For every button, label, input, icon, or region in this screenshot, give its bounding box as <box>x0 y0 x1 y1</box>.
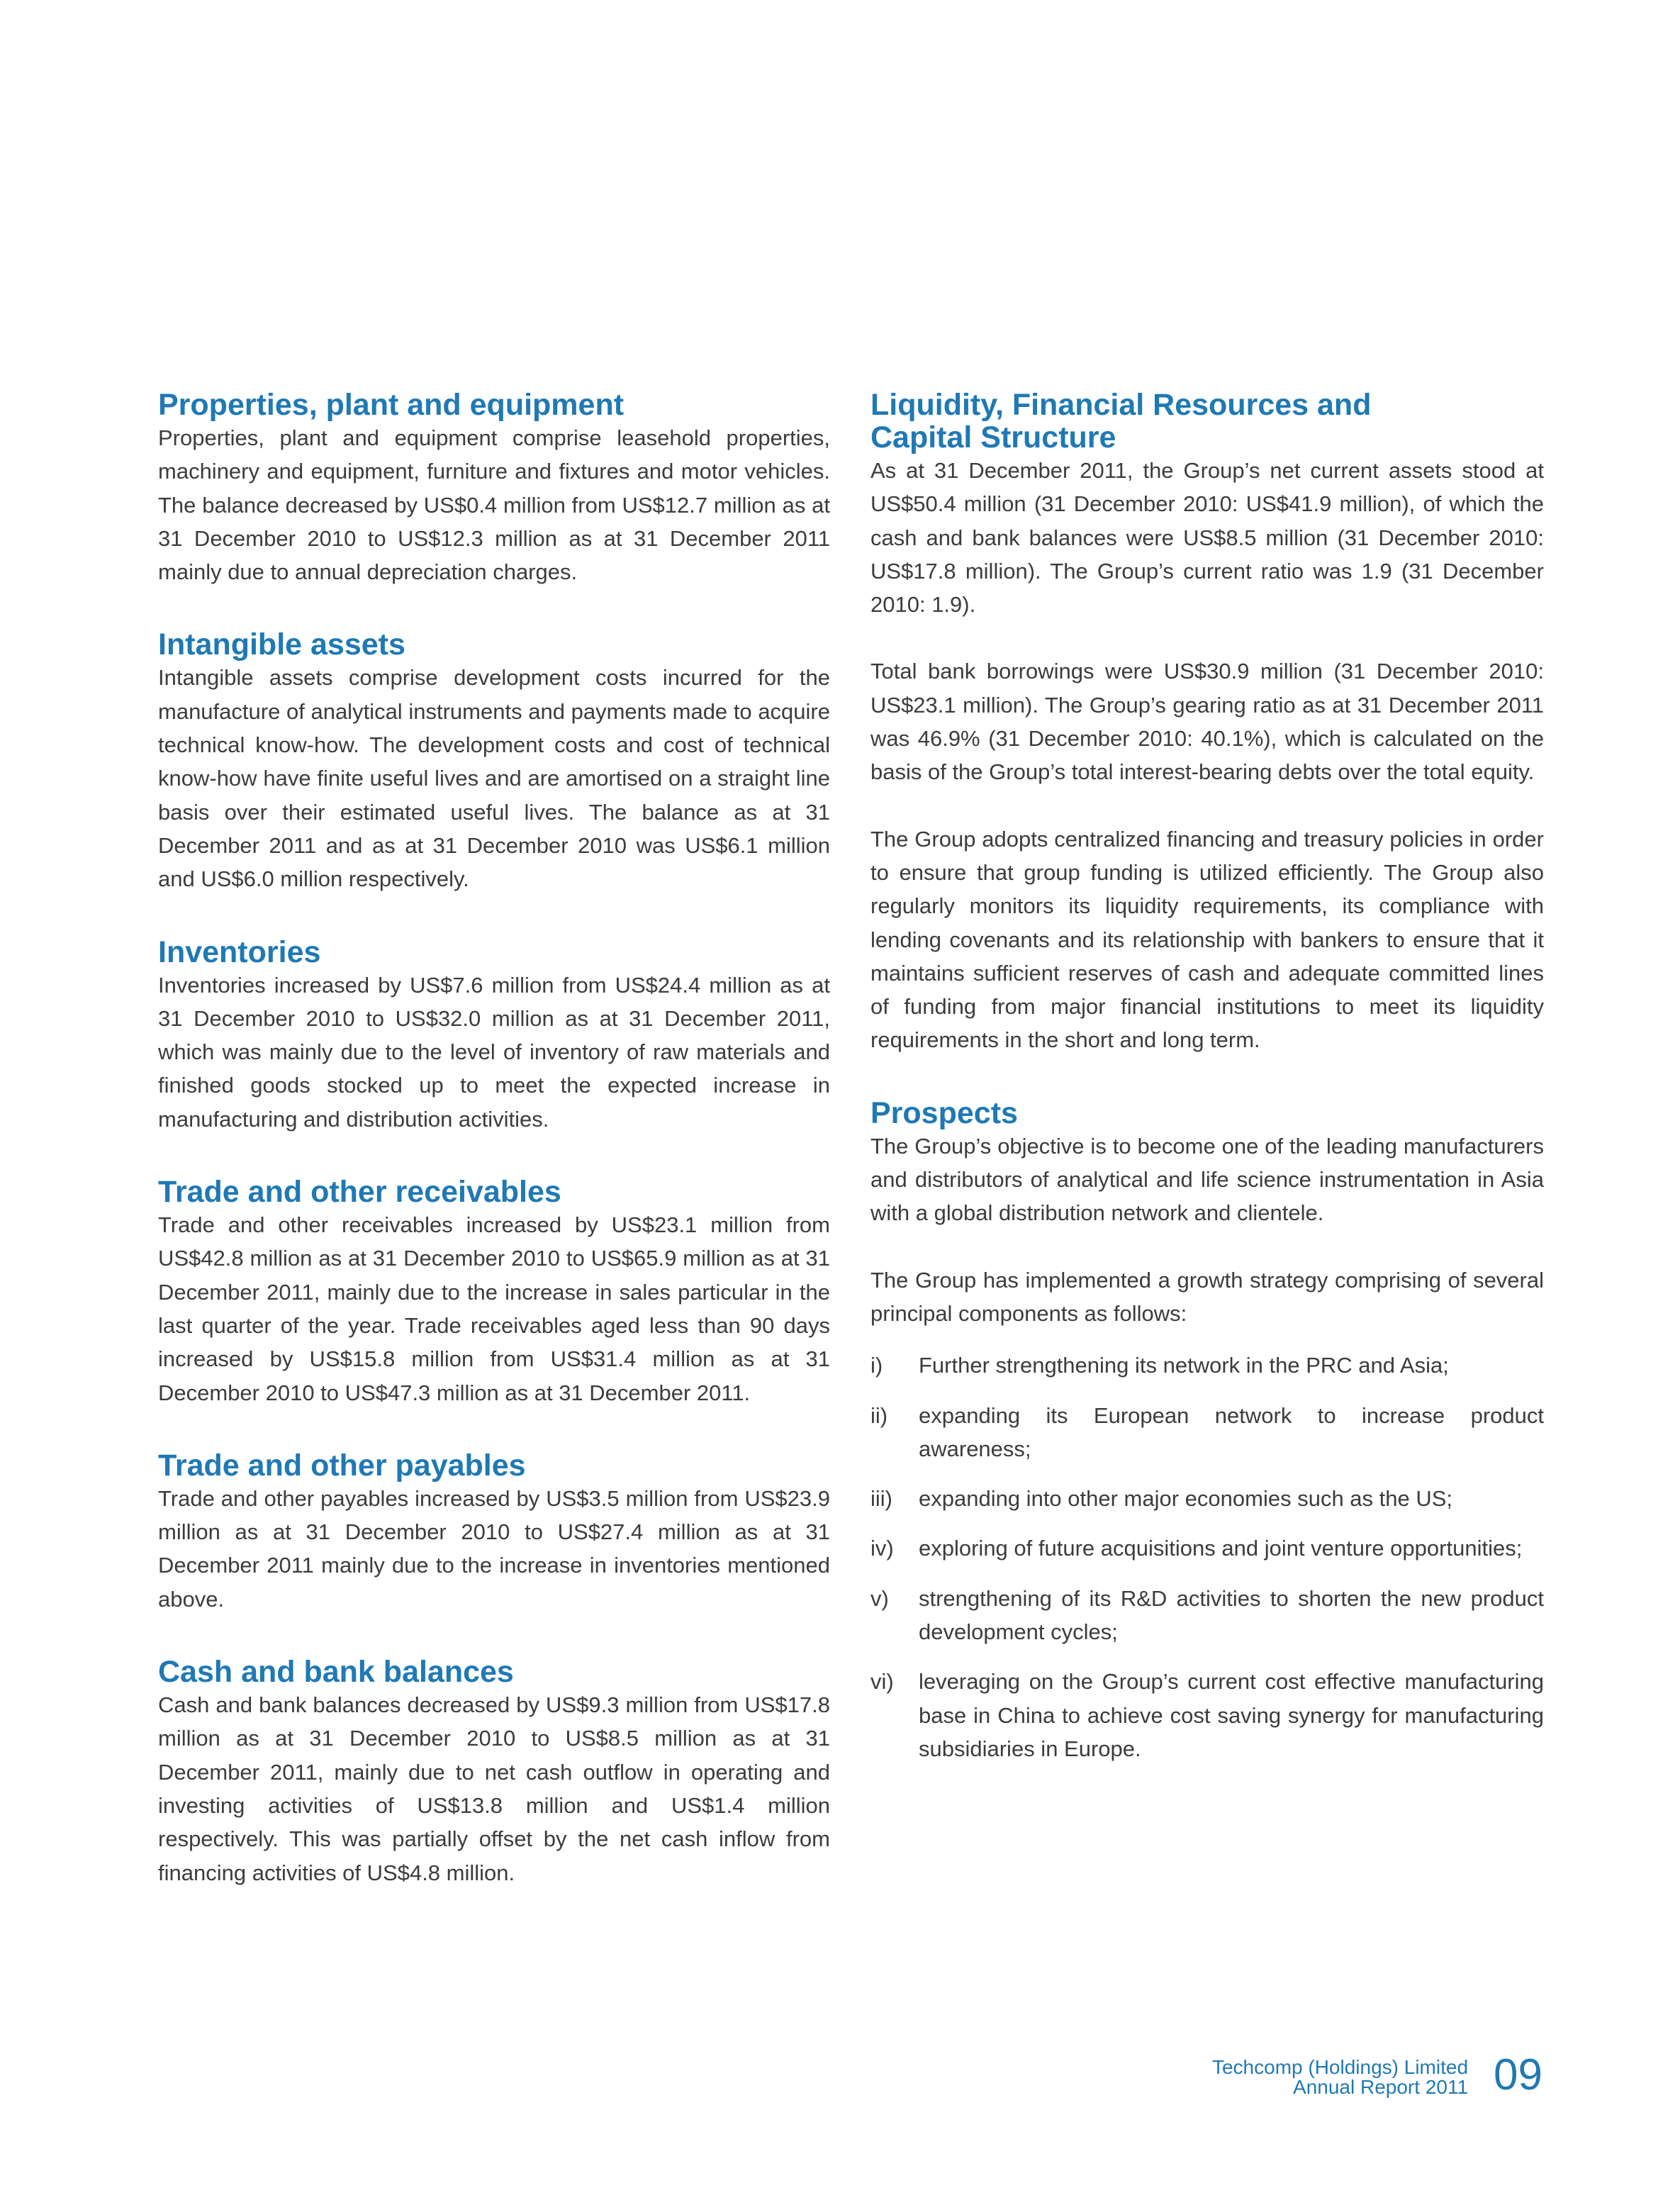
list-item-number: iii) <box>870 1486 892 1512</box>
section-cash-bank <box>158 1656 830 1890</box>
list-item <box>870 1665 1544 1765</box>
body-trade-payables: Trade and other payables increased by US$3.5 million from US$23.9 million as at 31 December 2010 to US$27.4 million as at 31 December 2011 mainly due to the increase in inventories mentioned above. <box>158 1485 830 1612</box>
left-column <box>158 389 830 1890</box>
body-prospects-2: The Group has implemented a growth strategy comprising of several principal components as follows: <box>870 1267 1544 1326</box>
list-item-text: Further strengthening its network in the PRC and Asia; <box>919 1353 1449 1378</box>
body-liquidity-1: As at 31 December 2011, the Group’s net current assets stood at US$50.4 million (31 December 2010: US$41.9 million), of which the cash and bank balances were US$8.5 million (31 December 2010: US$17.8 million). The Group’s current ratio was 1.9 (31 December 2010: 1.9). <box>870 458 1544 618</box>
list-item-number: iv) <box>870 1536 894 1561</box>
section-properties <box>158 389 830 588</box>
list-item-number: vi) <box>870 1669 894 1695</box>
heading-trade-receivables: Trade and other receivables <box>158 1175 561 1210</box>
list-item-number: i) <box>870 1353 883 1378</box>
heading-properties: Properties, plant and equipment <box>158 388 625 422</box>
body-intangible-assets: Intangible assets comprise development costs incurred for the manufacture of analytical instruments and payments made to acquire technical know-how. The development costs and cost of technical know-how have finite useful lives and are amortised on a straight line basis over their estimated useful lives. The balance as at 31 December 2011 and as at 31 December 2010 was US$6.1 million and US$6.0 million respectively. <box>158 665 830 892</box>
section-trade-payables <box>158 1449 830 1616</box>
section-inventories <box>158 936 830 1136</box>
page-number: 09 <box>1494 2050 1542 2099</box>
right-column <box>870 389 1544 1782</box>
heading-liquidity <box>870 389 1544 454</box>
list-item <box>870 1582 1544 1649</box>
list-item-number: ii) <box>870 1402 888 1428</box>
list-item <box>870 1531 1544 1565</box>
body-liquidity-2: Total bank borrowings were US$30.9 million (31 December 2010: US$23.1 million). The Group’s gearing ratio as at 31 December 2011 was 46.9% (31 December 2010: 40.1%), which is calculated on the basis of the Group’s total interest-bearing debts over the total equity. <box>870 659 1544 785</box>
list-item-text: expanding its European network to increase product awareness; <box>919 1402 1544 1461</box>
list-item-text: exploring of future acquisitions and joint venture opportunities; <box>919 1536 1523 1561</box>
body-liquidity-3: The Group adopts centralized financing and treasury policies in order to ensure that group funding is utilized efficiently. The Group also regularly monitors its liquidity requirements, its compliance with lending covenants and its relationship with bankers to ensure that it maintains sufficient reserves of cash and adequate committed lines of funding from major financial institutions to meet its liquidity requirements in the short and long term. <box>870 826 1544 1053</box>
heading-intangible-assets: Intangible assets <box>158 627 405 662</box>
section-trade-receivables <box>158 1176 830 1410</box>
body-trade-receivables: Trade and other receivables increased by US$23.1 million from US$42.8 million as at 31 December 2010 to US$65.9 million as at 31 December 2011, mainly due to the increase in sales particular in the last quarter of the year. Trade receivables aged less than 90 days increased by US$15.8 million from US$31.4 million as at 31 December 2010 to US$47.3 million as at 31 December 2011. <box>158 1212 830 1405</box>
list-item-text: expanding into other major economies such as the US; <box>919 1486 1453 1512</box>
footer-report-info <box>1212 2058 1468 2097</box>
list-item <box>870 1349 1544 1382</box>
heading-liquidity-line2: Capital Structure <box>870 420 1116 454</box>
heading-trade-payables: Trade and other payables <box>158 1448 526 1483</box>
list-item-number: v) <box>870 1585 889 1611</box>
body-cash-bank: Cash and bank balances decreased by US$9.3 million from US$17.8 million as at 31 December 2010 to US$8.5 million as at 31 December 2011, mainly due to net cash outflow in operating and investing activities of US$13.8 million and US$1.4 million respectively. This was partially offset by the net cash inflow from financing activities of US$4.8 million. <box>158 1692 830 1885</box>
section-liquidity <box>870 389 1544 1057</box>
heading-prospects: Prospects <box>870 1095 1018 1130</box>
list-item-text: leveraging on the Group’s current cost effective manufacturing base in China to achieve cost saving synergy for manufacturing subsidiaries in Europe. <box>919 1669 1544 1761</box>
list-item <box>870 1399 1544 1466</box>
section-prospects <box>870 1097 1544 1765</box>
body-properties: Properties, plant and equipment comprise leasehold properties, machinery and equipment, furniture and fixtures and motor vehicles. The balance decreased by US$0.4 million from US$12.7 million as at 31 December 2010 to US$12.3 million as at 31 December 2011 mainly due to annual depreciation charges. <box>158 425 830 585</box>
body-prospects-1: The Group’s objective is to become one of the leading manufacturers and distributors of analytical and life science instrumentation in Asia with a global distribution network and clientele. <box>870 1133 1544 1226</box>
heading-inventories: Inventories <box>158 934 321 969</box>
page-footer <box>1211 2050 1542 2103</box>
heading-cash-bank: Cash and bank balances <box>158 1655 514 1690</box>
heading-liquidity-line1: Liquidity, Financial Resources and <box>870 388 1372 422</box>
section-intangible-assets <box>158 628 830 895</box>
strategy-list <box>870 1349 1544 1765</box>
body-inventories: Inventories increased by US$7.6 million from US$24.4 million as at 31 December 2010 to US$32.0 million as at 31 December 2011, which was mainly due to the level of inventory of raw materials and finished goods stocked up to meet the expected increase in manufacturing and distribution activities. <box>158 972 830 1132</box>
list-item <box>870 1482 1544 1515</box>
footer-report: Annual Report 2011 <box>1293 2076 1469 2098</box>
list-item-text: strengthening of its R&D activities to shorten the new product development cycles; <box>919 1585 1544 1645</box>
footer-company: Techcomp (Holdings) Limited <box>1211 2056 1469 2078</box>
